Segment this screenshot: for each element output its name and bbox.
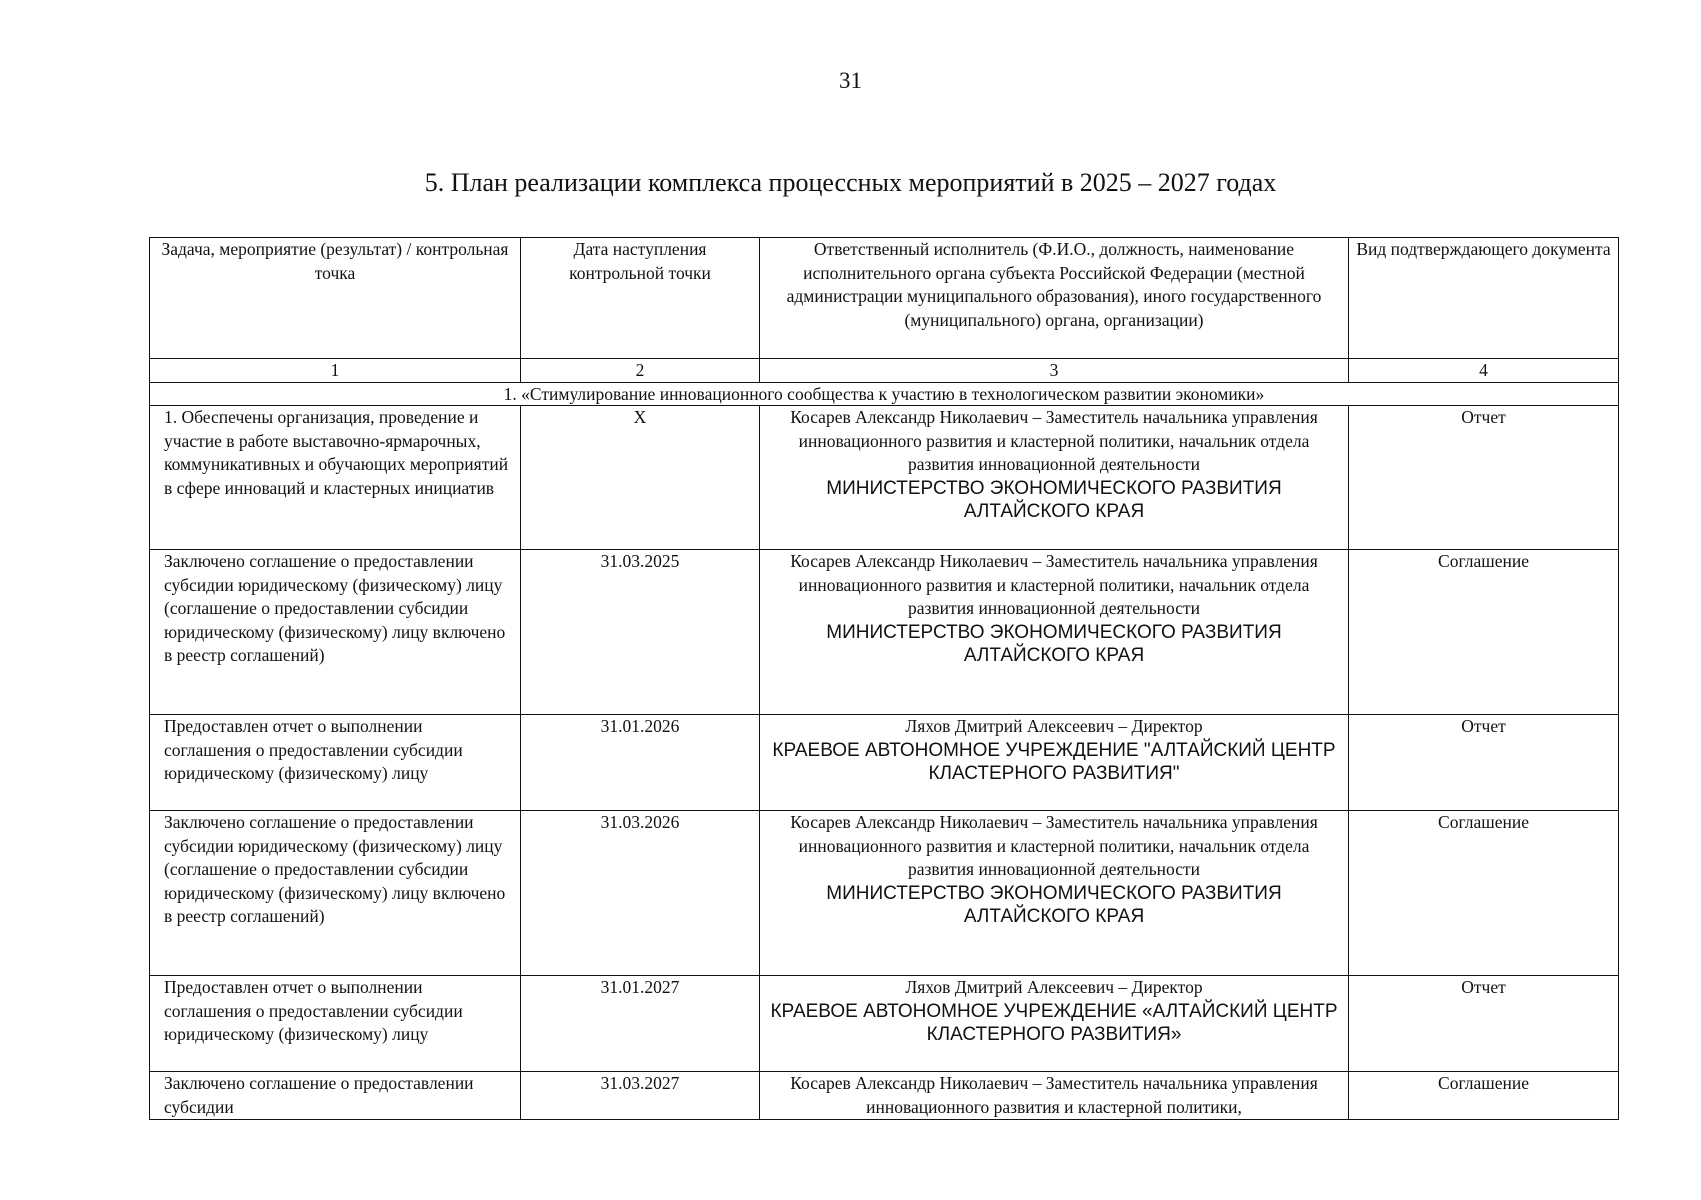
date-cell: 31.03.2027 bbox=[521, 1072, 760, 1120]
task-cell: Заключено соглашение о предоставлении субсидии bbox=[150, 1072, 521, 1120]
date-cell: 31.01.2026 bbox=[521, 715, 760, 811]
responsible-cell bbox=[760, 550, 1349, 715]
task-cell: Предоставлен отчет о выполнении соглашения о предоставлении субсидии юридическому (физическому) лицу bbox=[150, 976, 521, 1072]
responsible-cell bbox=[760, 715, 1349, 811]
column-number-row bbox=[150, 359, 1619, 383]
column-number: 4 bbox=[1349, 359, 1619, 383]
task-cell: Заключено соглашение о предоставлении субсидии юридическому (физическому) лицу (соглашение о предоставлении субсидии юридическому (физическому) лицу включено в реестр соглашений) bbox=[150, 811, 521, 976]
date-cell: X bbox=[521, 406, 760, 550]
date-cell: 31.03.2025 bbox=[521, 550, 760, 715]
responsible-organization: МИНИСТЕРСТВО ЭКОНОМИЧЕСКОГО РАЗВИТИЯ АЛТАЙСКОГО КРАЯ bbox=[826, 477, 1282, 523]
header-document: Вид подтверждающего документа bbox=[1349, 238, 1619, 359]
table-row bbox=[150, 406, 1619, 550]
responsible-person: Ляхов Дмитрий Алексеевич – Директор bbox=[905, 716, 1203, 736]
document-title: 5. План реализации комплекса процессных мероприятий в 2025 – 2027 годах bbox=[424, 168, 1277, 197]
table-row bbox=[150, 550, 1619, 715]
responsible-organization: МИНИСТЕРСТВО ЭКОНОМИЧЕСКОГО РАЗВИТИЯ АЛТАЙСКОГО КРАЯ bbox=[826, 621, 1282, 667]
header-date: Дата наступления контрольной точки bbox=[521, 238, 760, 359]
table-row bbox=[150, 1072, 1619, 1120]
document-type-cell: Отчет bbox=[1349, 406, 1619, 550]
date-cell: 31.01.2027 bbox=[521, 976, 760, 1072]
document-type-cell: Соглашение bbox=[1349, 811, 1619, 976]
document-type-cell: Соглашение bbox=[1349, 1072, 1619, 1120]
date-cell: 31.03.2026 bbox=[521, 811, 760, 976]
responsible-cell bbox=[760, 976, 1349, 1072]
document-type-cell: Отчет bbox=[1349, 715, 1619, 811]
section-row bbox=[150, 383, 1619, 406]
task-cell: 1. Обеспечены организация, проведение и участие в работе выставочно-ярмарочных, коммуникативных и обучающих мероприятий в сфере инноваций и кластерных инициатив bbox=[150, 406, 521, 550]
header-responsible: Ответственный исполнитель (Ф.И.О., должность, наименование исполнительного органа субъекта Российской Федерации (местной администрации муниципального образования), иного государственного (муниципального) органа, организации) bbox=[760, 238, 1349, 359]
page-number: 31 bbox=[839, 68, 862, 93]
responsible-person: Косарев Александр Николаевич – Заместитель начальника управления инновационного развития и кластерной политики, начальник отдела развития инновационной деятельности bbox=[790, 551, 1318, 619]
section-title: 1. «Стимулирование инновационного сообщества к участию в технологическом развитии экономики» bbox=[150, 383, 1619, 406]
table-header-row bbox=[150, 238, 1619, 359]
column-number: 2 bbox=[521, 359, 760, 383]
document-type-cell: Соглашение bbox=[1349, 550, 1619, 715]
responsible-person: Косарев Александр Николаевич – Заместитель начальника управления инновационного развития и кластерной политики, начальник отдела развития инновационной деятельности bbox=[790, 812, 1318, 880]
responsible-organization: КРАЕВОЕ АВТОНОМНОЕ УЧРЕЖДЕНИЕ "АЛТАЙСКИЙ ЦЕНТР КЛАСТЕРНОГО РАЗВИТИЯ" bbox=[772, 739, 1336, 785]
task-cell: Заключено соглашение о предоставлении субсидии юридическому (физическому) лицу (соглашение о предоставлении субсидии юридическому (физическому) лицу включено в реестр соглашений) bbox=[150, 550, 521, 715]
responsible-person: Косарев Александр Николаевич – Заместитель начальника управления инновационного развития и кластерной политики, начальник отдела развития инновационной деятельности bbox=[790, 407, 1318, 475]
column-number: 1 bbox=[150, 359, 521, 383]
responsible-organization: МИНИСТЕРСТВО ЭКОНОМИЧЕСКОГО РАЗВИТИЯ АЛТАЙСКОГО КРАЯ bbox=[826, 882, 1282, 928]
task-cell: Предоставлен отчет о выполнении соглашения о предоставлении субсидии юридическому (физическому) лицу bbox=[150, 715, 521, 811]
table-row bbox=[150, 715, 1619, 811]
table-row bbox=[150, 976, 1619, 1072]
document-type-cell: Отчет bbox=[1349, 976, 1619, 1072]
responsible-person: Ляхов Дмитрий Алексеевич – Директор bbox=[905, 977, 1203, 997]
plan-table bbox=[149, 237, 1619, 1120]
column-number: 3 bbox=[760, 359, 1349, 383]
header-task: Задача, мероприятие (результат) / контрольная точка bbox=[150, 238, 521, 359]
responsible-cell bbox=[760, 1072, 1349, 1120]
responsible-organization: КРАЕВОЕ АВТОНОМНОЕ УЧРЕЖДЕНИЕ «АЛТАЙСКИЙ ЦЕНТР КЛАСТЕРНОГО РАЗВИТИЯ» bbox=[770, 1000, 1338, 1046]
responsible-cell bbox=[760, 406, 1349, 550]
responsible-person: Косарев Александр Николаевич – Заместитель начальника управления инновационного развития и кластерной политики, bbox=[790, 1073, 1318, 1117]
table-row bbox=[150, 811, 1619, 976]
responsible-cell bbox=[760, 811, 1349, 976]
